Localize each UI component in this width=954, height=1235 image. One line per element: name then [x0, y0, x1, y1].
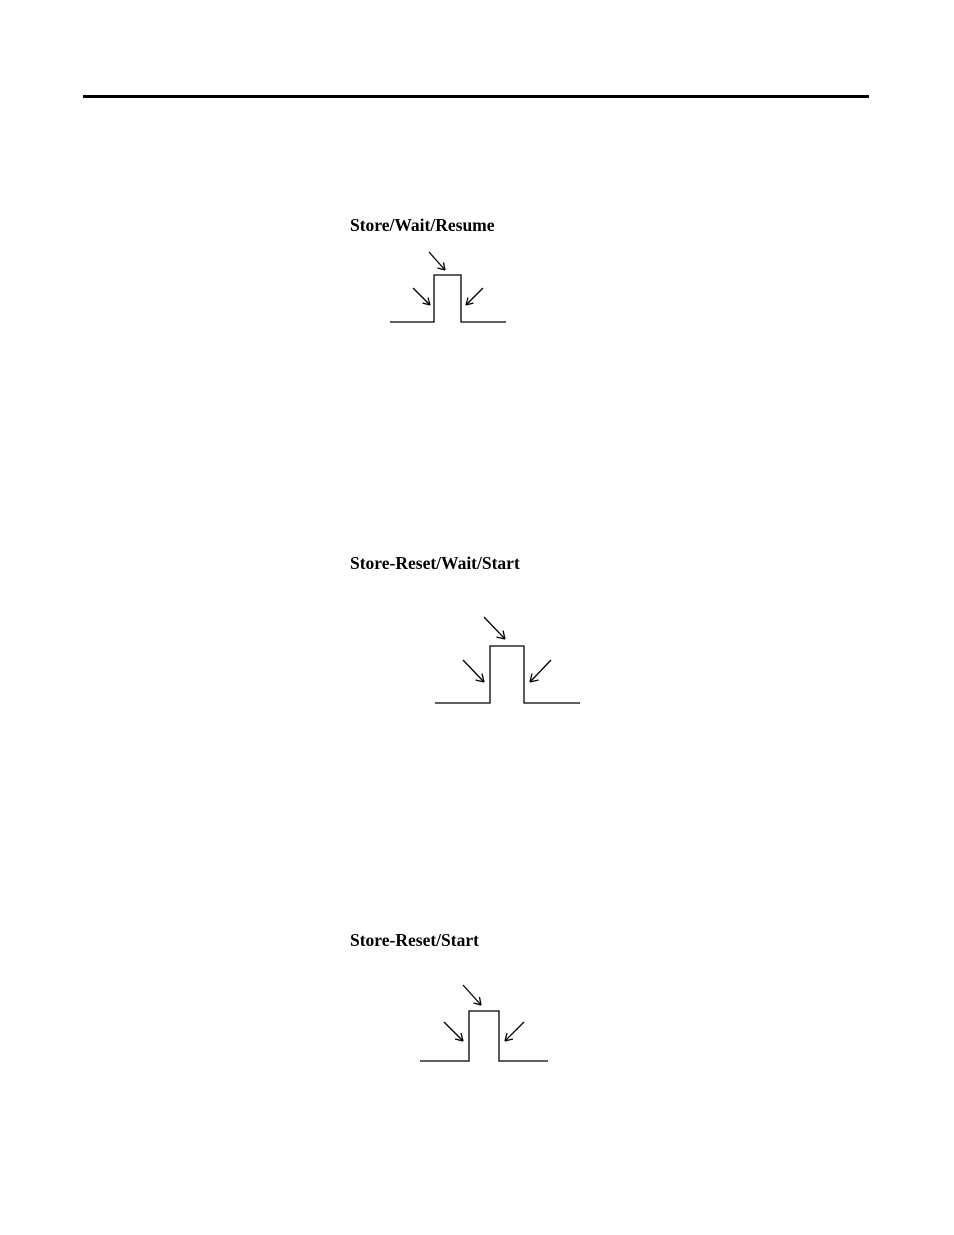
arrow-left-icon [413, 288, 430, 305]
pulse-diagram-store-reset-start [415, 978, 555, 1068]
section-title-store-reset-wait-start: Store-Reset/Wait/Start [350, 553, 520, 573]
arrow-top-icon [429, 252, 445, 270]
pulse-diagram-store-reset-wait-start [430, 610, 585, 710]
section-title-store-reset-start: Store-Reset/Start [350, 930, 479, 950]
arrow-right-icon [530, 660, 551, 682]
pulse-waveform [390, 275, 506, 322]
arrow-left-icon [463, 660, 484, 682]
arrow-right-icon [466, 288, 483, 305]
pulse-waveform [420, 1011, 548, 1061]
arrow-top-icon [484, 617, 505, 639]
pulse-waveform [435, 646, 580, 703]
arrow-top-icon [463, 985, 481, 1005]
arrow-left-icon [444, 1022, 463, 1041]
pulse-diagram-store-wait-resume [385, 245, 510, 330]
top-rule [83, 95, 869, 98]
arrow-right-icon [505, 1022, 524, 1041]
section-title-store-wait-resume: Store/Wait/Resume [350, 215, 495, 235]
